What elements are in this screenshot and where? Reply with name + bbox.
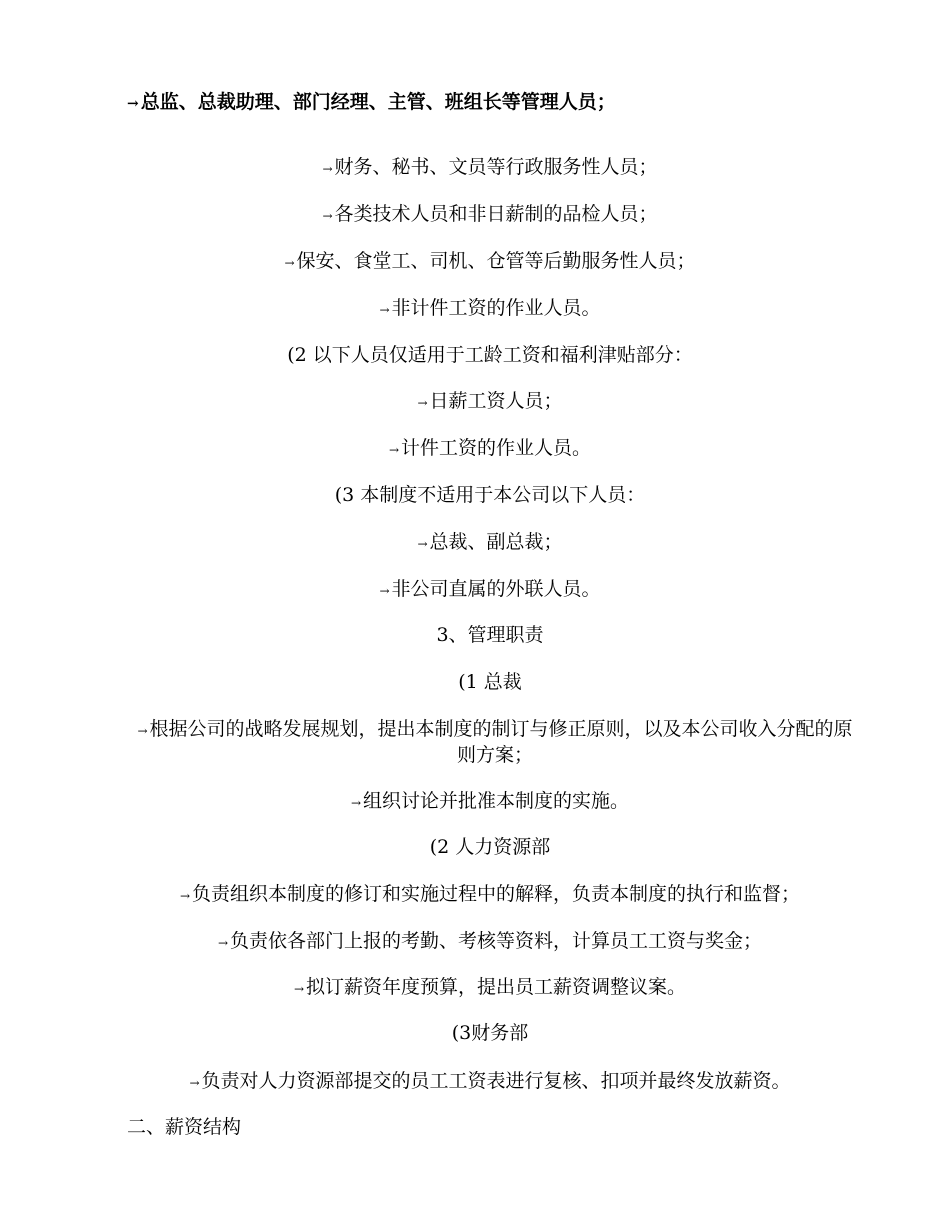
bullet-text: 非计件工资的作业人员。	[391, 297, 601, 319]
bullet-text: 财务、秘书、文员等行政服务性人员；	[334, 156, 658, 178]
arrow-icon: →	[379, 303, 390, 317]
doc-line-11	[120, 577, 860, 603]
doc-line-10	[120, 530, 860, 556]
bullet-text: 各类技术人员和非日薪制的品检人员；	[334, 203, 658, 225]
arrow-icon: →	[388, 443, 400, 457]
arrow-icon: →	[350, 796, 362, 810]
doc-line-1	[127, 90, 616, 116]
bullet-text: 非公司直属的外联人员。	[391, 578, 601, 600]
bullet-text: 负责组织本制度的修订和实施过程中的解释，负责本制度的执行和监督；	[192, 883, 801, 905]
bullet-text: 根据公司的战略发展规划，提出本制度的制订与修正原则，以及本公司收入分配的原则方案；	[149, 718, 853, 766]
arrow-icon: →	[417, 396, 428, 410]
doc-line-8	[120, 436, 860, 462]
bullet-text: 保安、食堂工、司机、仓管等后勤服务性人员；	[296, 250, 696, 272]
section-heading: 3、管理职责	[436, 624, 544, 646]
arrow-icon: →	[189, 1076, 200, 1090]
doc-line-17	[120, 882, 860, 908]
arrow-icon: →	[284, 256, 295, 270]
doc-line-21	[120, 1069, 860, 1095]
section-heading: (1 总裁	[458, 671, 522, 693]
section-heading: (3 本制度不适用于本公司以下人员：	[334, 484, 646, 506]
bullet-text: 计件工资的作业人员。	[401, 437, 592, 459]
bullet-text: 组织讨论并批准本制度的实施。	[363, 790, 630, 812]
arrow-icon: →	[417, 537, 428, 551]
doc-line-14	[130, 717, 860, 767]
arrow-icon: →	[217, 936, 229, 950]
doc-line-18	[120, 929, 860, 955]
arrow-icon: →	[293, 982, 305, 996]
doc-line-5	[120, 296, 860, 322]
arrow-icon: →	[322, 162, 333, 176]
arrow-icon: →	[322, 209, 333, 223]
doc-line-19	[120, 975, 860, 1001]
doc-line-7	[120, 389, 860, 415]
arrow-icon: →	[379, 584, 390, 598]
bullet-text: 总监、总裁助理、部门经理、主管、班组长等管理人员；	[140, 91, 616, 113]
doc-line-15	[120, 789, 860, 815]
section-heading: (2 以下人员仅适用于工龄工资和福利津贴部分：	[287, 344, 693, 366]
doc-line-2	[120, 155, 860, 181]
section-heading: (3财务部	[451, 1022, 529, 1044]
doc-line-4	[120, 249, 860, 275]
chapter-heading: 二、薪资结构	[127, 1116, 242, 1138]
bullet-text: 日薪工资人员；	[429, 390, 563, 412]
section-heading: (2 人力资源部	[429, 836, 551, 858]
bullet-text: 负责对人力资源部提交的员工工资表进行复核、扣项并最终发放薪资。	[201, 1070, 791, 1092]
arrow-icon: →	[137, 724, 148, 738]
bullet-text: 拟订薪资年度预算，提出员工薪资调整议案。	[306, 976, 687, 998]
bullet-text: 总裁、副总裁；	[429, 531, 563, 553]
arrow-icon: →	[127, 96, 139, 112]
arrow-icon: →	[179, 889, 191, 903]
doc-line-3	[120, 202, 860, 228]
bullet-text: 负责依各部门上报的考勤、考核等资料，计算员工工资与奖金；	[230, 930, 763, 952]
